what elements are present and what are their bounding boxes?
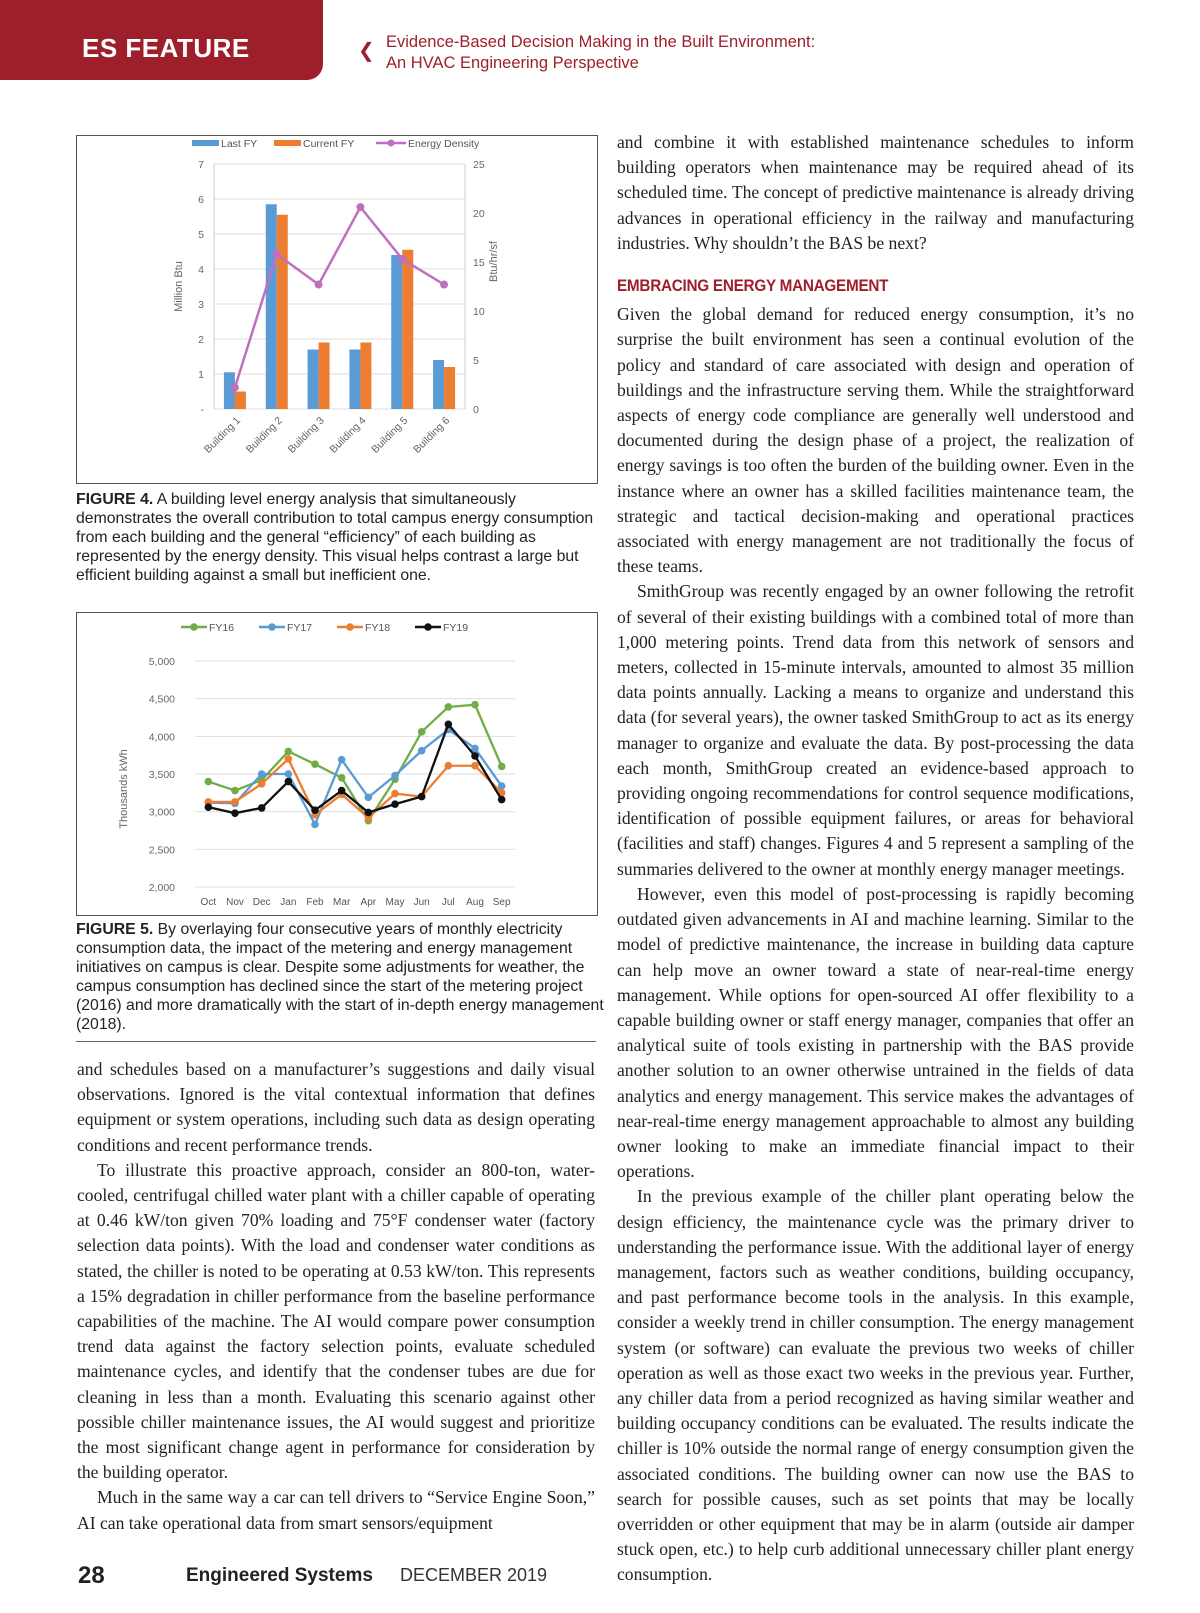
paragraph: In the previous example of the chiller plant operating below the design efficiency, the maintenance cycle was the primary driver to understanding the performance issue. With the additional layer of energy management, factors such as weather conditions, building occupancy, and past performance become tools in the analysis. In this example, consider a weekly trend in chiller consumption. The energy management system (or software) can evaluate the previous two weeks of chiller operation as well as those exact two weeks in the previous year. Further, any chiller data from a period recognized as having similar weather and building occupancy conditions can be evaluated. The results indicate the chiller is 10% outside the normal range of energy consumption given the associated conditions. The building owner can now use the BAS to search for possible causes, such as set points that may be locally overridden or other equipment that may be in alarm (outside air damper stuck open, etc.) to help curb additional unnecessary chiller plant energy consumption. — [617, 1186, 1134, 1585]
svg-text:Thousands kWh: Thousands kWh — [118, 749, 130, 829]
issue-date: DECEMBER 2019 — [400, 1565, 548, 1585]
svg-text:Building 5: Building 5 — [369, 414, 411, 456]
svg-text:7: 7 — [198, 159, 204, 171]
figure-4-chart — [76, 135, 598, 484]
svg-text:Current FY: Current FY — [303, 138, 355, 150]
svg-text:Building 3: Building 3 — [285, 414, 327, 456]
svg-text:0: 0 — [473, 404, 479, 416]
svg-text:6: 6 — [198, 194, 204, 206]
figure-4-plot — [77, 136, 597, 483]
svg-text:-: - — [200, 404, 204, 416]
section-heading: EMBRACING ENERGY MANAGEMENT — [617, 276, 889, 296]
paragraph: and combine it with established maintenance schedules to inform building operators when maintenance may be required ahead of its scheduled time. The concept of predictive maintenance is already driving advances in operational efficiency in the railway and manufacturing industries. Why shouldn’t the BAS be next? — [617, 132, 1134, 253]
svg-text:4: 4 — [198, 264, 204, 276]
svg-text:5,000: 5,000 — [148, 656, 175, 668]
left-column — [77, 1057, 595, 1536]
article-title — [386, 32, 815, 74]
section-tab — [0, 0, 323, 80]
figure-5-chart — [76, 612, 598, 916]
svg-text:3,000: 3,000 — [148, 806, 175, 819]
svg-text:Btu/hr/sf: Btu/hr/sf — [488, 241, 500, 282]
svg-text:Mar: Mar — [333, 897, 351, 908]
svg-text:5: 5 — [473, 355, 479, 367]
paragraph: SmithGroup was recently engaged by an owner following the retrofit of several of their existing buildings with a combined total of more than 1,000 metering points. Trend data from this network of sensors and meters, collected in 15-minute intervals, amounted to almost 35 million data points annually. Lacking a means to organize and understand this data (for several years), the owner tasked SmithGroup to act as its energy manager to organize and evaluate the data. By post-processing the data each month, SmithGroup created an evidence-based approach to providing ongoing recommendations for control sequence modifications, identification of possible equipment failures, or areas for behavioral (facilities and staff) changes. Figures 4 and 5 represent a sampling of the summaries delivered to the owner at monthly energy manager meetings. — [617, 581, 1134, 879]
figure-5-label: FIGURE 5. — [76, 921, 154, 938]
page-number: 28 — [78, 1562, 105, 1589]
svg-text:2,000: 2,000 — [148, 882, 175, 894]
figure-4-label: FIGURE 4. — [76, 491, 154, 508]
figure-5-caption-text: By overlaying four consecutive years of monthly electricity consumption data, the impact of the metering and energy management initiatives on campus is clear. Despite some adjustments for weather, the campus consumption has declined since the start of the metering project (2016) and more dramatically with the start of in-depth energy management (2018). — [76, 921, 604, 1033]
svg-text:FY19: FY19 — [443, 622, 469, 634]
svg-text:3,500: 3,500 — [148, 769, 175, 781]
svg-text:20: 20 — [473, 208, 485, 220]
svg-text:1: 1 — [198, 369, 204, 381]
paragraph: However, even this model of post-processing is rapidly becoming outdated given advancements in AI and machine learning. Similar to the model of predictive maintenance, the increase in building data capture can help move an owner toward a state of near-real-time energy management. While options for open-sourced AI offer flexibility to a capable building owner or staff energy manager, companies that offer an analytical suite of tools existing in partnership with the BAS provide another solution to an owner otherwise untrained in the fields of data analytics and energy management. This service makes the advantages of near-real-time energy management approachable to almost any building owner looking to make an immediate financial impact to their operations. — [617, 883, 1134, 1182]
svg-text:Million Btu: Million Btu — [173, 261, 185, 312]
chevron-left-icon[interactable]: ❮ — [358, 38, 375, 62]
svg-text:Feb: Feb — [306, 897, 324, 908]
svg-text:FY18: FY18 — [365, 622, 391, 634]
divider — [76, 1041, 596, 1042]
svg-text:Nov: Nov — [226, 897, 244, 908]
svg-text:Last FY: Last FY — [221, 138, 258, 150]
svg-text:Energy Density: Energy Density — [408, 138, 480, 150]
svg-text:Building 1: Building 1 — [201, 414, 244, 456]
figure-4-caption — [76, 490, 606, 585]
paragraph: Given the global demand for reduced energy consumption, it’s no surprise the built environment has seen a continual evolution of the policy and standard of care associated with design and operation of buildings and the infrastructure serving them. While the straightforward aspects of energy code compliance are generally well understood and documented during the design phase of a project, the realization of energy savings is too often the burden of the building owner. Even in the instance where an owner has a skilled facilities maintenance team, the strategic and tactical decision-making and operational practices associated with energy management are not traditionally the focus of these teams. — [617, 304, 1134, 577]
svg-text:25: 25 — [473, 159, 485, 171]
svg-text:2,500: 2,500 — [148, 844, 175, 857]
svg-text:FY17: FY17 — [287, 622, 313, 634]
svg-text:4,500: 4,500 — [148, 693, 175, 706]
svg-text:Apr: Apr — [360, 897, 377, 908]
svg-text:Jun: Jun — [413, 897, 430, 908]
svg-text:Dec: Dec — [252, 897, 271, 908]
figure-4-caption-text: A building level energy analysis that simultaneously demonstrates the overall contribution to total campus energy consumption from each building and the general “efficiency” of each building as represented by the energy density. This visual helps contrast a large but efficient building against a small but inefficient one. — [76, 491, 594, 584]
paragraph: To illustrate this proactive approach, consider an 800-ton, water-cooled, centrifugal chilled water plant with a chiller capable of operating at 0.46 kW/ton given 70% loading and 75°F condenser water (factory selection data points). With the load and condenser water conditions as stated, the chiller is noted to be operating at 0.53 kW/ton. This represents a 15% degradation in chiller performance from the baseline performance capabilities of the machine. The AI would compare power consumption trend data against the factory selection points, evaluate scheduled maintenance cycles, and identify that the condenser tubes are due for cleaning in less than a month. Evaluating this scenario against other possible chiller maintenance issues, the AI would suggest and prioritize the most significant change agent in performance for consideration by the building operator. — [77, 1159, 595, 1483]
article-title-line2: An HVAC Engineering Perspective — [386, 54, 639, 72]
svg-text:Sep: Sep — [492, 897, 511, 908]
section-label: ES FEATURE — [82, 33, 250, 63]
svg-text:3: 3 — [198, 299, 204, 311]
svg-text:2: 2 — [198, 334, 204, 346]
svg-text:4,000: 4,000 — [148, 731, 175, 744]
svg-text:Jul: Jul — [441, 897, 455, 908]
figure-5-plot — [77, 613, 597, 915]
svg-text:Aug: Aug — [466, 897, 484, 908]
svg-text:5: 5 — [198, 229, 204, 241]
magazine-name: Engineered Systems — [186, 1565, 373, 1586]
svg-text:Building 2: Building 2 — [243, 414, 285, 456]
svg-text:Oct: Oct — [200, 897, 217, 908]
svg-text:10: 10 — [473, 306, 485, 318]
right-column — [617, 130, 1134, 1588]
svg-text:Building 4: Building 4 — [327, 414, 369, 456]
svg-text:May: May — [385, 897, 405, 908]
paragraph: Much in the same way a car can tell drivers to “Service Engine Soon,” AI can take operational data from smart sensors/equipment — [77, 1487, 595, 1533]
svg-text:Building 6: Building 6 — [411, 414, 453, 456]
svg-text:Jan: Jan — [280, 897, 297, 908]
article-title-line1: Evidence-Based Decision Making in the Built Environment: — [386, 33, 816, 51]
svg-text:15: 15 — [473, 257, 485, 269]
figure-5-caption — [76, 920, 606, 1034]
svg-text:FY16: FY16 — [209, 622, 235, 634]
paragraph: and schedules based on a manufacturer’s suggestions and daily visual observations. Ignored is the vital contextual information that defines equipment or system operations, including such data as design operating conditions and recent performance trends. — [77, 1059, 595, 1155]
